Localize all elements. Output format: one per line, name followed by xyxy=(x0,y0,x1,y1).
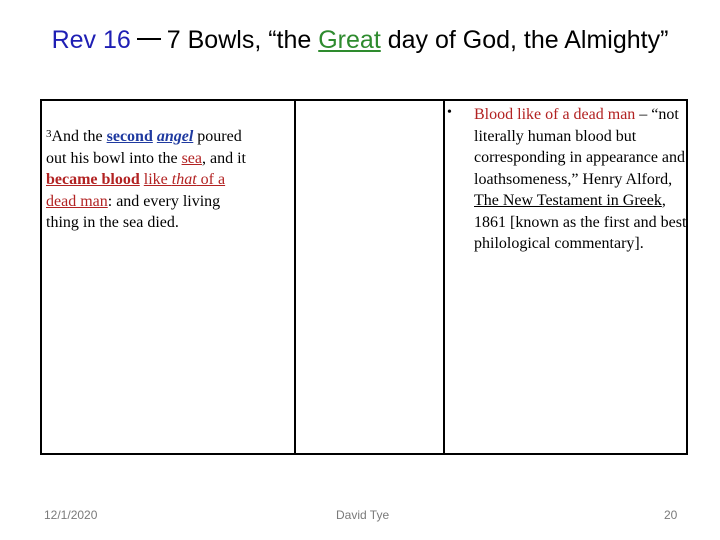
verse-number: 3 xyxy=(46,128,52,140)
angel-word: angel xyxy=(156,128,194,145)
footer-page-number: 20 xyxy=(664,508,678,522)
scripture-verse: $^3$And the second angel poured out his bowl into the sea, and it became blood like that of a dead man: and every living thing in the sea died. xyxy=(46,128,246,231)
sea-word: sea xyxy=(181,149,202,167)
title-text-2: day of God, the Almighty” xyxy=(380,26,669,54)
title-great: Great xyxy=(318,26,381,54)
footer-author: David Tye xyxy=(336,508,390,522)
content-table xyxy=(40,99,688,455)
that-word: that xyxy=(171,171,197,188)
book-title: The New Testament in Greek xyxy=(474,192,662,209)
blood-like-phrase: Blood like of a dead man xyxy=(474,106,636,123)
became-blood-phrase: became blood xyxy=(46,171,140,188)
slide-title xyxy=(0,26,720,55)
title-text-1: 7 Bowls, “the xyxy=(166,26,319,54)
column-divider-right xyxy=(443,101,445,453)
commentary-note: Blood like of a dead man – “not literally human blood but corresponding in appearance and loathsomeness,” Henry Alford, The New Testament in Greek, 1861 [known as the first and best philological commentary]. xyxy=(474,106,687,252)
title-reference: Rev 16 xyxy=(51,26,131,54)
column-divider-left xyxy=(294,101,296,453)
title-dash xyxy=(137,38,161,40)
second-word: second xyxy=(106,128,153,145)
dead-man-phrase: of a dead man xyxy=(46,171,226,210)
like-word: like xyxy=(143,171,172,188)
footer-date: 12/1/2020 xyxy=(44,508,98,522)
bullet-icon: • xyxy=(447,105,452,120)
